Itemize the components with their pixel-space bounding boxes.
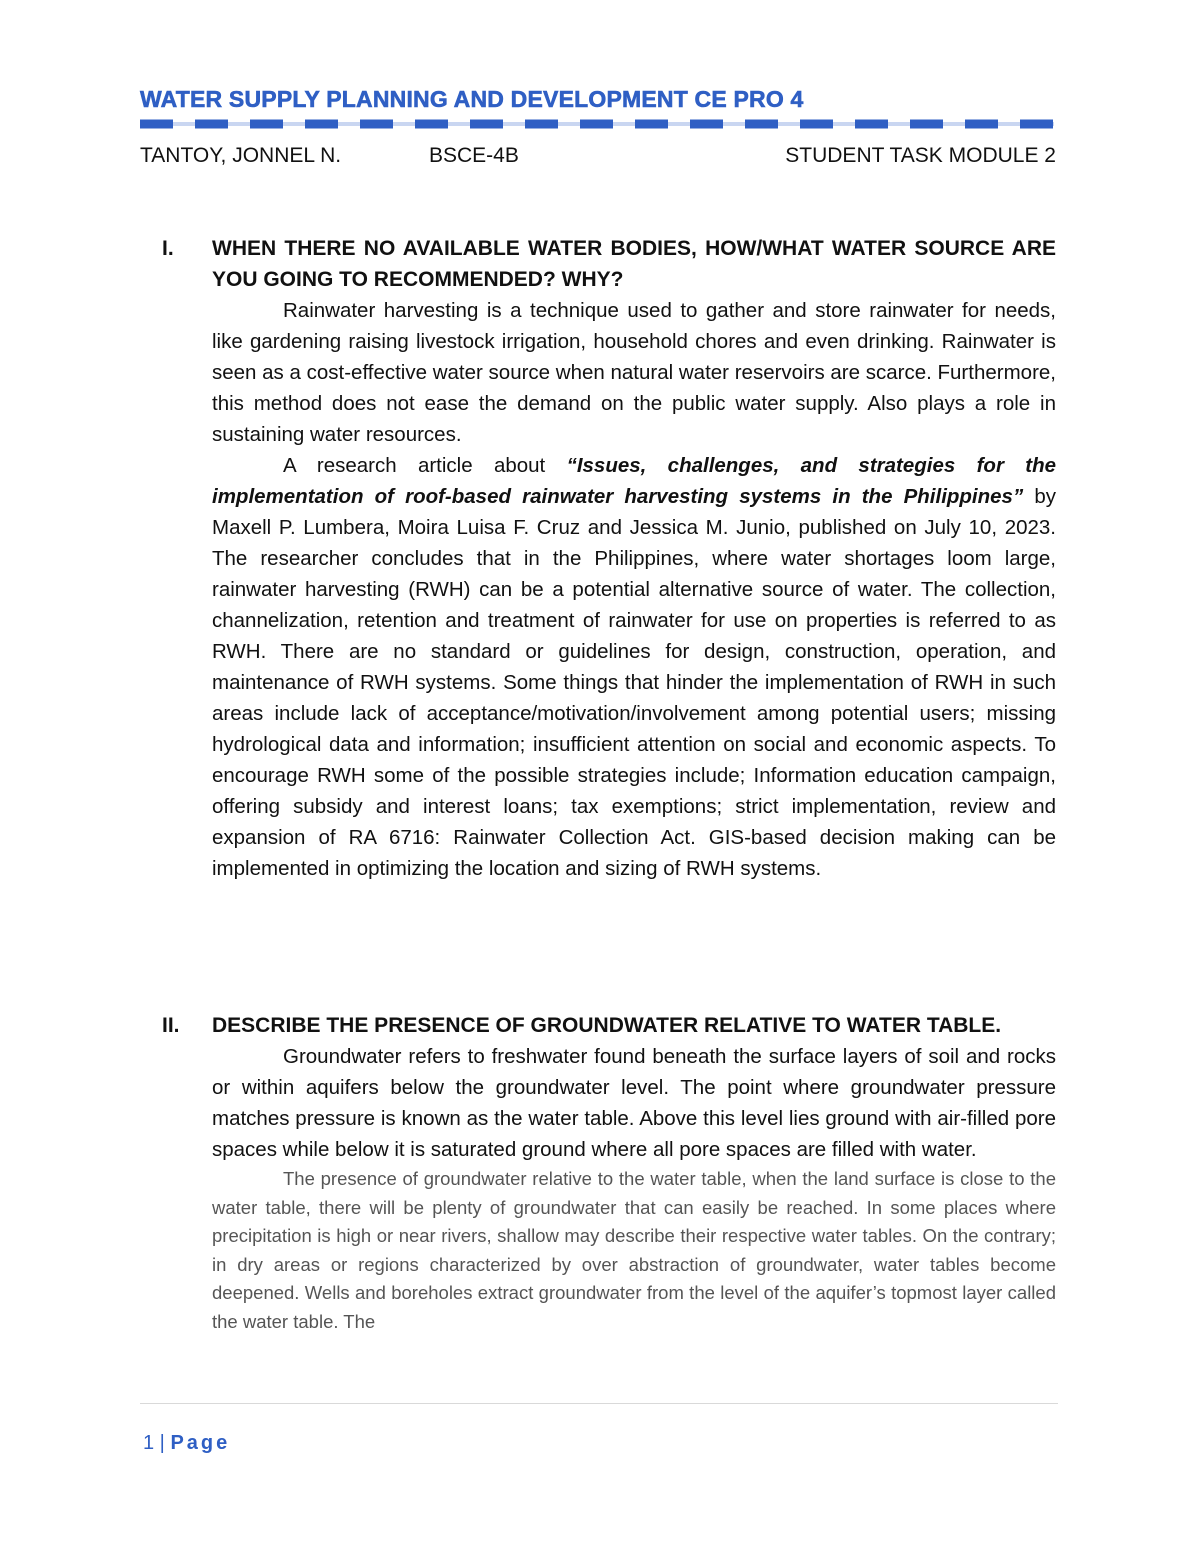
module-label: STUDENT TASK MODULE 2 bbox=[785, 144, 1056, 167]
section-heading: DESCRIBE THE PRESENCE OF GROUNDWATER RELATIVE TO WATER TABLE. bbox=[212, 1014, 1002, 1037]
section-body bbox=[212, 1010, 1056, 1337]
student-info-line bbox=[140, 144, 1056, 170]
footer-divider bbox=[140, 1403, 1058, 1404]
page-separator: | bbox=[154, 1432, 171, 1454]
body-paragraph: Rainwater harvesting is a technique used to gather and store rainwater for needs, like gardening raising livestock irrigation, household chores and even drinking. Rainwater is seen as a cost-effective water source when natural water reservoirs are scarce. Furthermore, this method does not ease the demand on the public water supply. Also plays a role in sustaining water resources. bbox=[212, 299, 1056, 446]
body-paragraph: Groundwater refers to freshwater found beneath the surface layers of soil and rocks or within aquifers below the groundwater level. The point where groundwater pressure matches pressure is known as the water table. Above this level lies ground with air-filled pore spaces while below it is saturated ground where all pore spaces are filled with water. bbox=[212, 1045, 1056, 1161]
research-lead: A research article about bbox=[283, 454, 567, 477]
document-title: WATER SUPPLY PLANNING AND DEVELOPMENT CE PRO 4 bbox=[140, 86, 804, 112]
article-title: “Issues, challenges, and strategies for the implementation of roof-based rainwater harvesting systems in the Philippines” bbox=[212, 454, 1056, 508]
section-number: II. bbox=[162, 1014, 180, 1037]
research-paragraph bbox=[212, 450, 1056, 884]
gray-paragraph: The presence of groundwater relative to the water table, when the land surface is close to the water table, there will be plenty of groundwater that can easily be reached. In some places where precipitation is high or near rivers, shallow may describe their respective water tables. On the contrary; in dry areas or regions characterized by over abstraction of groundwater, water tables become deepened. Wells and boreholes extract groundwater from the level of the aquifer’s topmost layer called the water table. The bbox=[212, 1168, 1056, 1332]
page-footer bbox=[143, 1432, 230, 1455]
section-body bbox=[212, 233, 1056, 884]
title-dashed-rule bbox=[140, 119, 1054, 129]
research-rest: by Maxell P. Lumbera, Moira Luisa F. Cruz and Jessica M. Junio, published on July 10, 2023. The researcher concludes that in the Philippines, where water shortages loom large, rainwater harvesting (RWH) can be a potential alternative source of water. The collection, channelization, retention and treatment of rainwater for use on properties is referred to as RWH. There are no standard or guidelines for design, construction, operation, and maintenance of RWH systems. Some things that hinder the implementation of RWH in such areas include lack of acceptance/motivation/involvement among potential users; missing hydrological data and information; insufficient attention on social and economic aspects. To encourage RWH some of the possible strategies include; Information education campaign, offering subsidy and interest loans; tax exemptions; strict implementation, review and expansion of RA 6716: Rainwater Collection Act. GIS-based decision making can be implemented in optimizing the location and sizing of RWH systems. bbox=[212, 485, 1056, 880]
page-number: 1 bbox=[143, 1432, 155, 1454]
section-number: I. bbox=[162, 237, 174, 260]
section-heading: WHEN THERE NO AVAILABLE WATER BODIES, HOW/WHAT WATER SOURCE ARE YOU GOING TO RECOMMENDED? WHY? bbox=[212, 237, 1056, 291]
student-name: TANTOY, JONNEL N. bbox=[140, 144, 342, 167]
student-section: BSCE-4B bbox=[429, 144, 519, 167]
page-word: Page bbox=[170, 1432, 231, 1454]
